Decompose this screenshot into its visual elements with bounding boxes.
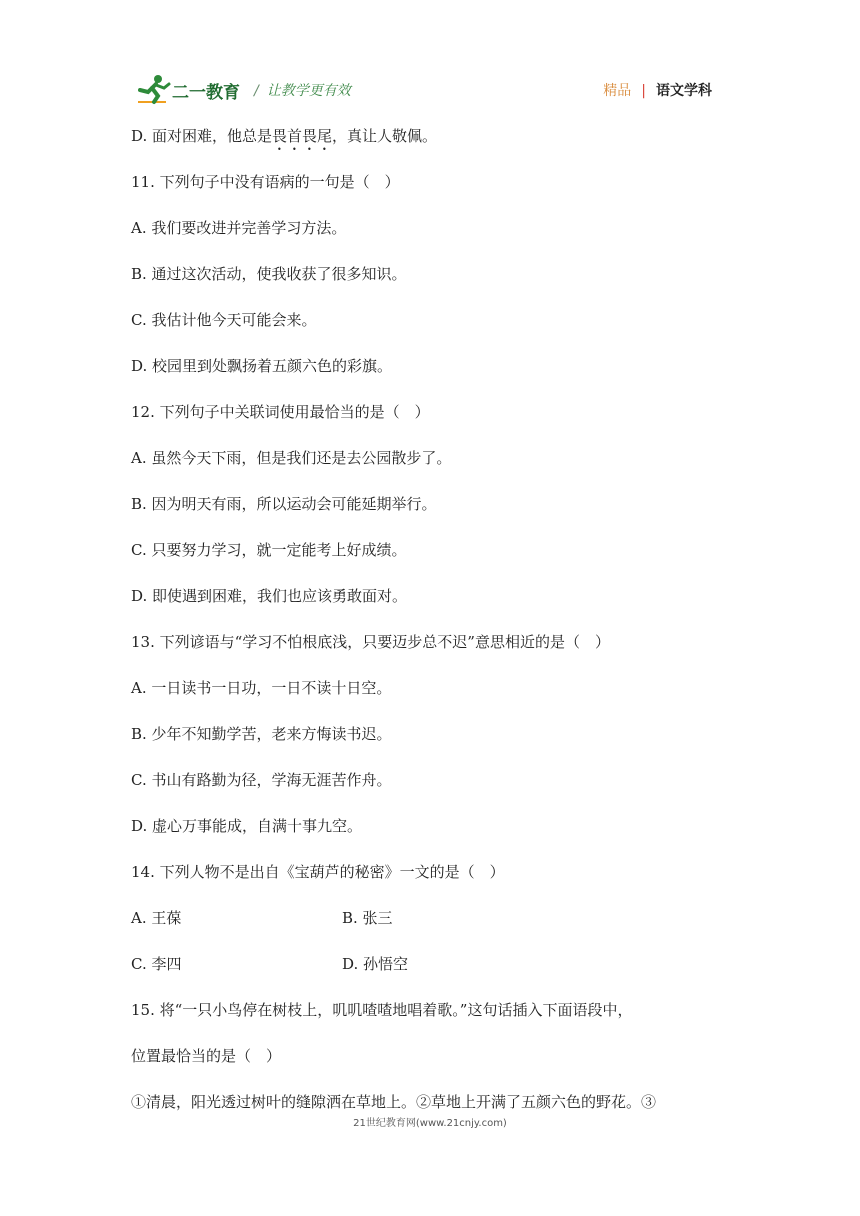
page-header [136,72,716,106]
header-subject [603,80,712,100]
question-13-option-a: A. 一日读书一日功，一日不读十日空。 [131,679,392,697]
question-13-option-d: D. 虚心万事能成，自满十事九空。 [131,817,363,835]
emphasized-idiom: 畏首畏尾 [272,127,333,145]
option-d-q10 [131,121,741,167]
question-14-options-row-1 [131,903,741,949]
subject-label: 语文学科 [656,83,712,99]
question-11-option-a: A. 我们要改进并完善学习方法。 [131,219,347,237]
question-14-option-a: A. 王葆 [131,909,182,927]
slogan [254,80,351,100]
brand-label: 精品 [603,83,632,99]
question-11-option-c: C. 我估计他今天可能会来。 [131,311,317,329]
question-13-option-b: B. 少年不知勤学苦，老来方悔读书迟。 [131,725,392,743]
logo-text: 二一教育 [172,83,240,103]
question-12-option-d: D. 即使遇到困难，我们也应该勇敢面对。 [131,587,408,605]
question-15-line-2: 位置最恰当的是（ ） [131,1047,282,1065]
option-text: ，真让人敬佩。 [332,127,438,145]
question-11-option-b: B. 通过这次活动，使我收获了很多知识。 [131,265,407,283]
runner-logo-icon [136,72,172,106]
question-14-options-row-2 [131,949,741,995]
question-12-option-b: B. 因为明天有雨，所以运动会可能延期举行。 [131,495,437,513]
option-text: D. 面对困难，他总是 [131,127,273,145]
question-11-option-d: D. 校园里到处飘扬着五颜六色的彩旗。 [131,357,393,375]
header-separator: | [641,83,646,99]
question-12-option-a: A. 虽然今天下雨，但是我们还是去公园散步了。 [131,449,452,467]
slogan-text: 让教学更有效 [266,83,351,99]
logo [136,72,248,106]
question-14-option-d: D. 孙悟空 [342,955,409,973]
slogan-slash: / [254,83,259,99]
question-13-option-c: C. 书山有路勤为径，学海无涯苦作舟。 [131,771,392,789]
question-13: 13. 下列谚语与“学习不怕根底浅，只要迈步总不迟”意思相近的是（ ） [131,633,610,651]
question-12: 12. 下列句子中关联词使用最恰当的是（ ） [131,403,430,421]
exam-content [131,121,741,1133]
page-footer: 21世纪教育网(www.21cnjy.com) [353,1118,507,1129]
question-12-option-c: C. 只要努力学习，就一定能考上好成绩。 [131,541,407,559]
question-11: 11. 下列句子中没有语病的一句是（ ） [131,173,400,191]
question-15-passage: ①清晨，阳光透过树叶的缝隙洒在草地上。②草地上开满了五颜六色的野花。③ [131,1093,657,1111]
question-15-line-1: 15. 将“一只小鸟停在树枝上，叽叽喳喳地唱着歌。”这句话插入下面语段中， [131,1001,633,1019]
question-14-option-b: B. 张三 [342,909,393,927]
question-14: 14. 下列人物不是出自《宝葫芦的秘密》一文的是（ ） [131,863,505,881]
question-14-option-c: C. 李四 [131,955,182,973]
